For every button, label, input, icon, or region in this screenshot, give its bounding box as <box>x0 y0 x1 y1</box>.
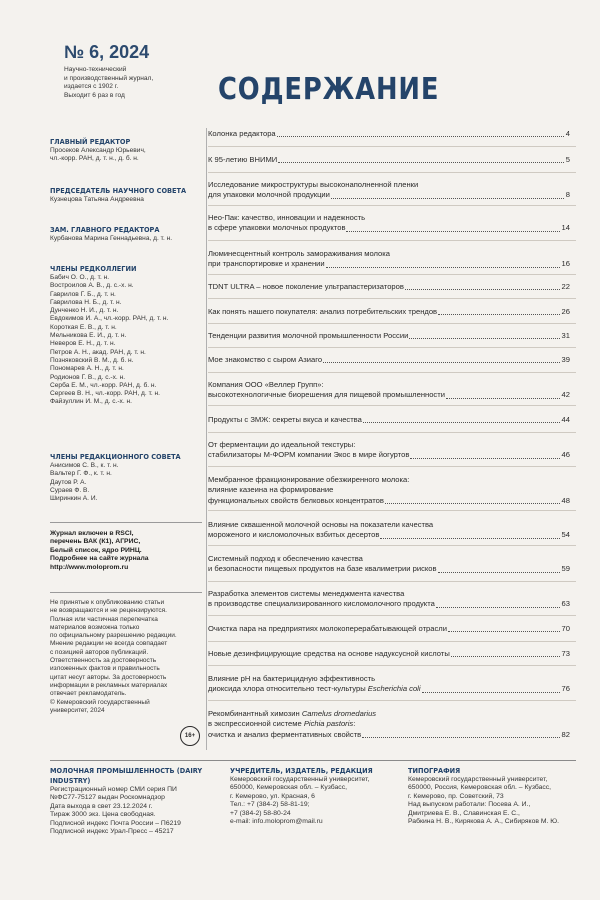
toc-separator <box>208 372 576 373</box>
council-member: Даутов Р. А. <box>50 478 87 486</box>
toc-entry[interactable] <box>208 249 570 270</box>
toc-entry-title-line: стабилизаторы М-ФОРМ компании Экос в мире йогуртов <box>208 450 410 460</box>
toc-page-number: 46 <box>561 450 570 460</box>
notice-line: отвечает рекламодатель. <box>50 690 127 698</box>
toc-entry-title-line: в производстве специализированного кисломолочного продукта <box>208 599 435 609</box>
footer-line: Кемеровский государственный университет, <box>408 776 548 783</box>
toc-entry-title-line: диоксида хлора относительно тест-культуры Escherichia coli <box>208 684 421 694</box>
toc-separator <box>208 665 576 666</box>
toc-separator <box>208 298 576 299</box>
notice-line: материалов возможна только <box>50 623 140 631</box>
toc-entry-title-line: Как понять нашего покупателя: анализ потребительских трендов <box>208 307 438 316</box>
toc-page-number: 8 <box>565 190 570 200</box>
notice-line: Не принятые к опубликованию статьи <box>50 599 165 606</box>
notice-line: университет, 2024 <box>50 706 105 714</box>
toc-separator <box>208 466 576 467</box>
toc-entry-title-line: Влияние сквашенной молочной основы на показатели качества <box>208 520 434 529</box>
journal-website-link[interactable]: http://www.moloprom.ru <box>50 563 129 571</box>
footer-publication-info <box>50 766 220 836</box>
toc-entry-title-line: Новые дезинфицирующие средства на основе надуксусной кислоты <box>208 649 450 658</box>
board-member: Файзуллин И. М., д. с.-х. н. <box>50 398 132 406</box>
footer-line: Дата выхода в свет 23.12.2024 г. <box>50 802 153 810</box>
toc-page-number: 44 <box>561 415 570 424</box>
toc-entry[interactable] <box>208 180 570 201</box>
toc-entry-title-line: Люминесцентный контроль замораживания молока <box>208 249 390 258</box>
toc-leader-dots <box>410 457 559 459</box>
toc-page-number: 73 <box>561 649 570 658</box>
toc-page-number: 39 <box>561 355 570 364</box>
toc-entry[interactable] <box>208 331 570 341</box>
toc-leader-dots <box>451 655 560 657</box>
board-member: Сергеев В. Н., чл.-корр. РАН, д. т. н. <box>50 390 160 398</box>
toc-leader-dots <box>446 397 560 399</box>
journal-info-line: издается с 1902 г. <box>64 83 119 91</box>
toc-leader-dots <box>448 630 560 632</box>
footer-line: 650000, Россия, Кемеровская обл. – Кузбасс, <box>408 784 552 792</box>
editor-line: Просеков Александр Юрьевич, <box>50 147 146 154</box>
footer-publisher-info <box>230 766 400 826</box>
footer-line: Подписной индекс Урал-Пресс – 45217 <box>50 828 174 836</box>
toc-entry-title-line: Рекомбинантный химозин Camelus dromedarius <box>208 709 377 718</box>
editorial-council-section <box>50 452 200 503</box>
toc-entry[interactable] <box>208 282 570 292</box>
board-member: Серба Е. М., чл.-корр. РАН, д. б. н. <box>50 381 157 389</box>
toc-entry[interactable] <box>208 213 570 234</box>
toc-separator <box>208 240 576 241</box>
toc-entry[interactable] <box>208 415 570 425</box>
toc-entry-title-line: высокотехнологичные биорешения для пищевой промышленности <box>208 390 445 400</box>
toc-entry[interactable] <box>208 520 570 541</box>
footer-divider <box>50 760 576 761</box>
species-name: Escherichia coli <box>367 684 421 694</box>
indexing-info <box>50 530 210 572</box>
board-member: Бабич О. О., д. т. н. <box>50 274 110 281</box>
divider <box>50 522 202 523</box>
toc-entry-title-line: мороженого и кисломолочных взбитых десертов <box>208 530 380 540</box>
toc-entry-title-line: От ферментации до идеальной текстуры: <box>208 440 356 449</box>
board-member: Пономарев А. Н., д. т. н. <box>50 365 124 373</box>
toc-page-number: 31 <box>561 331 570 340</box>
toc-separator <box>208 700 576 701</box>
footer-heading: УЧРЕДИТЕЛЬ, ИЗДАТЕЛЬ, РЕДАКЦИЯ <box>230 766 373 775</box>
notice-line: Ответственность за достоверность <box>50 657 157 665</box>
toc-entry-title-line: Колонка редактора <box>208 129 276 138</box>
toc-leader-dots <box>363 421 560 423</box>
editor-line: чл.-корр. РАН, д. т. н., д. б. н. <box>50 155 139 163</box>
toc-page-number: 14 <box>561 223 570 233</box>
footer-line: г. Кемерово, ул. Красная, 6 <box>230 792 315 800</box>
footer-line: Над выпуском работали: Посева А. И., <box>408 801 531 809</box>
toc-separator <box>208 205 576 206</box>
board-member: Позняковский В. М., д. б. н. <box>50 356 134 364</box>
footer-line: №ФС77-75127 выдан Роскомнадзор <box>50 794 165 802</box>
age-rating-badge: 16+ <box>180 726 200 746</box>
toc-separator <box>208 146 576 147</box>
toc-entry-title-line: Системный подход к обеспечению качества <box>208 554 363 563</box>
footer-email-link[interactable]: e-mail: info.moloprom@mail.ru <box>230 818 323 826</box>
board-member: Гаврилова Н. Б., д. т. н. <box>50 298 122 306</box>
toc-separator <box>208 405 576 406</box>
toc-leader-dots <box>277 135 564 137</box>
toc-entry[interactable] <box>208 624 570 634</box>
toc-separator <box>208 274 576 275</box>
toc-entry-title-line: Компания ООО «Веллер Групп»: <box>208 380 324 389</box>
toc-page-number: 54 <box>561 530 570 540</box>
toc-leader-dots <box>331 197 564 199</box>
indexing-line: перечень ВАК (К1), АГРИС, <box>50 538 141 546</box>
toc-entry-title-line: в экспрессионной системе Pichia pastoris: <box>208 719 356 729</box>
toc-leader-dots <box>326 266 560 268</box>
journal-info-line: Выходит 6 раз в год <box>64 91 125 99</box>
toc-entry-title-line: влияние казеина на формирование <box>208 485 334 495</box>
board-member: Гаврилов Г. Б., д. т. н. <box>50 290 116 298</box>
toc-leader-dots <box>422 691 560 693</box>
toc-entry-title-line: очистка и анализ ферментативных свойств <box>208 729 362 739</box>
council-member: Анисимов С. В., к. т. н. <box>50 462 119 469</box>
footer-line: Тираж 3000 экз. Цена свободная. <box>50 811 156 819</box>
toc-page-number: 76 <box>561 684 570 694</box>
toc-leader-dots <box>438 313 559 315</box>
toc-page-number: 4 <box>565 129 570 138</box>
toc-entry[interactable] <box>208 440 570 461</box>
toc-entry-title-line: для упаковки молочной продукции <box>208 190 330 200</box>
toc-leader-dots <box>323 361 559 363</box>
science-council-chair-section <box>50 186 200 204</box>
notice-line: с позицией авторов публикаций. <box>50 648 149 656</box>
section-heading: ГЛАВНЫЙ РЕДАКТОР <box>50 137 131 146</box>
toc-leader-dots <box>278 161 564 163</box>
toc-separator <box>208 641 576 642</box>
toc-leader-dots <box>405 288 560 290</box>
toc-separator <box>208 615 576 616</box>
toc-page-number: 26 <box>561 307 570 316</box>
toc-entry-title-line: Тенденции развития молочной промышленности России <box>208 331 409 340</box>
council-member: Вальтер Г. Ф., к. т. н. <box>50 470 112 478</box>
deputy-editor-section <box>50 225 200 243</box>
toc-separator <box>208 510 576 511</box>
notice-line: Полная или частичная перепечатка <box>50 615 158 623</box>
toc-title: СОДЕРЖАНИЕ <box>218 72 440 107</box>
indexing-line: Подробнее на сайте журнала <box>50 555 149 563</box>
toc-separator <box>208 347 576 348</box>
footer-line: Дмитриева Е. В., Славинская Е. С., <box>408 809 520 817</box>
footer-line: Подписной индекс Почта России – П6219 <box>50 819 181 827</box>
footer-heading: МОЛОЧНАЯ ПРОМЫШЛЕННОСТЬ (DAIRY INDUSTRY) <box>50 766 203 785</box>
board-member: Родионов Г. В., д. с.-х. н. <box>50 373 126 381</box>
notice-line: цитат несут авторы. За достоверность <box>50 673 167 681</box>
notice-line: по официальному разрешению редакции. <box>50 632 177 640</box>
notice-line: Мнение редакции не всегда совпадает <box>50 640 168 648</box>
journal-info <box>64 66 153 100</box>
toc-page-number: 42 <box>561 390 570 400</box>
toc-entry[interactable] <box>208 380 570 401</box>
section-heading: ЗАМ. ГЛАВНОГО РЕДАКТОРА <box>50 225 160 234</box>
toc-page-number: 48 <box>561 495 570 505</box>
legal-notice <box>50 599 210 715</box>
toc-separator <box>208 432 576 433</box>
toc-entry-title-line: TDNT ULTRA – новое поколение ультрапастеризаторов <box>208 282 404 291</box>
footer-line: +7 (384-2) 58-80-24 <box>230 809 291 817</box>
toc-page-number: 5 <box>565 155 570 164</box>
toc-leader-dots <box>346 230 559 232</box>
toc-entry-title-line: функциональных свойств белковых концентратов <box>208 495 384 505</box>
indexing-line: Журнал включен в RSCI, <box>50 530 134 537</box>
toc-entry[interactable] <box>208 674 570 695</box>
board-member: Востроилов А. В., д. с.-х. н. <box>50 282 134 290</box>
toc-separator <box>208 172 576 173</box>
toc-leader-dots <box>362 736 559 738</box>
toc-entry[interactable] <box>208 554 570 575</box>
toc-leader-dots <box>380 537 559 539</box>
toc-entry[interactable] <box>208 155 570 165</box>
toc-leader-dots <box>409 337 559 339</box>
toc-leader-dots <box>438 571 560 573</box>
footer-printing-info <box>408 766 596 826</box>
issue-number: № 6, 2024 <box>64 42 150 62</box>
toc-entry-title-line: в сфере упаковки молочных продуктов <box>208 223 346 233</box>
toc-separator <box>208 323 576 324</box>
column-divider <box>206 128 207 750</box>
notice-line: информации в рекламных материалах <box>50 681 168 689</box>
board-member: Короткая Е. В., д. т. н. <box>50 323 117 331</box>
footer-line: 650000, Кемеровская обл. – Кузбасс, <box>230 784 347 792</box>
toc-leader-dots <box>436 606 560 608</box>
toc-page-number: 70 <box>561 624 570 633</box>
footer-line: Кемеровский государственный университет, <box>230 776 370 783</box>
footer-line: Рабкина Н. В., Кирякова А. А., Сибиряков М. Ю. <box>408 818 560 826</box>
toc-page-number: 22 <box>561 282 570 291</box>
board-member: Петров А. Н., акад. РАН, д. т. н. <box>50 348 146 356</box>
species-name: Camelus dromedarius <box>301 709 377 718</box>
indexing-line: Белый список, ядро РИНЦ. <box>50 546 142 554</box>
toc-entry[interactable] <box>208 307 570 317</box>
journal-info-line: и производственный журнал, <box>64 74 154 82</box>
editor-line: Курбанова Марина Геннадьевна, д. т. н. <box>50 235 173 242</box>
toc-entry[interactable] <box>208 129 570 139</box>
toc-entry-title-line: Исследование микроструктуры высоконаполненной пленки <box>208 180 419 189</box>
toc-entry-title-line: Разработка элементов системы менеджмента качества <box>208 589 405 598</box>
journal-info-line: Научно-технический <box>64 66 127 73</box>
toc-entry-title-line: Мое знакомство с сыром Азиаго <box>208 355 323 364</box>
toc-page-number: 16 <box>561 259 570 269</box>
toc-leader-dots <box>385 502 560 504</box>
toc-entry-title-line: и безопасности пищевых продуктов на базе квалиметрии рисков <box>208 564 437 574</box>
editor-in-chief-section <box>50 137 200 164</box>
section-heading: ПРЕДСЕДАТЕЛЬ НАУЧНОГО СОВЕТА <box>50 186 187 195</box>
editor-line: Кузнецова Татьяна Андреевна <box>50 196 144 203</box>
footer-line: Регистрационный номер СМИ серия ПИ <box>50 786 177 793</box>
species-name: Pichia pastoris <box>303 719 354 729</box>
notice-line: изложенных фактов и правильность <box>50 665 160 673</box>
footer-heading: ТИПОГРАФИЯ <box>408 766 461 775</box>
footer-line: г. Кемерово, пр. Советский, 73 <box>408 792 504 800</box>
toc-entry[interactable] <box>208 709 570 740</box>
toc-entry-title-line: Мембранное фракционирование обезжиренного молока: <box>208 475 410 484</box>
toc-entry[interactable] <box>208 355 570 365</box>
notice-line: © Кемеровский государственный <box>50 698 150 706</box>
toc-separator <box>208 545 576 546</box>
toc-entry[interactable] <box>208 649 570 659</box>
notice-line: не возвращаются и не рецензируются. <box>50 607 167 615</box>
board-member: Евдокимов И. А., чл.-корр. РАН, д. т. н. <box>50 315 169 323</box>
board-member: Мельникова Е. И., д. т. н. <box>50 332 127 340</box>
council-member: Сураев Ф. В. <box>50 486 90 494</box>
toc-page-number: 82 <box>561 729 570 739</box>
toc-entry-title-line: К 95-летию ВНИМИ <box>208 155 278 164</box>
toc-entry-title-line: при транспортировке и хранении <box>208 259 325 269</box>
board-member: Дунченко Н. И., д. т. н. <box>50 307 119 315</box>
footer-line: Тел.: +7 (384-2) 58-81-19; <box>230 801 310 809</box>
toc-entry-title-line: Продукты с ЗМЖ: секреты вкуса и качества <box>208 415 362 424</box>
toc-entry-title-line: Влияние pH на бактерицидную эффективность <box>208 674 376 683</box>
editorial-board-section <box>50 264 200 407</box>
toc-entry-title-line: Нео-Пак: качество, инновации и надежность <box>208 213 366 222</box>
section-heading: ЧЛЕНЫ РЕДАКЦИОННОГО СОВЕТА <box>50 452 181 461</box>
section-heading: ЧЛЕНЫ РЕДКОЛЛЕГИИ <box>50 264 137 273</box>
board-member: Неверов Е. Н., д. т. н. <box>50 340 116 348</box>
divider <box>50 592 202 593</box>
council-member: Ширинкин А. И. <box>50 495 98 503</box>
toc-entry[interactable] <box>208 475 570 506</box>
toc-page-number: 59 <box>561 564 570 574</box>
toc-separator <box>208 581 576 582</box>
toc-page-number: 63 <box>561 599 570 609</box>
toc-entry[interactable] <box>208 589 570 610</box>
toc-entry-title-line: Очистка пара на предприятиях молокоперерабатывающей отрасли <box>208 624 447 633</box>
